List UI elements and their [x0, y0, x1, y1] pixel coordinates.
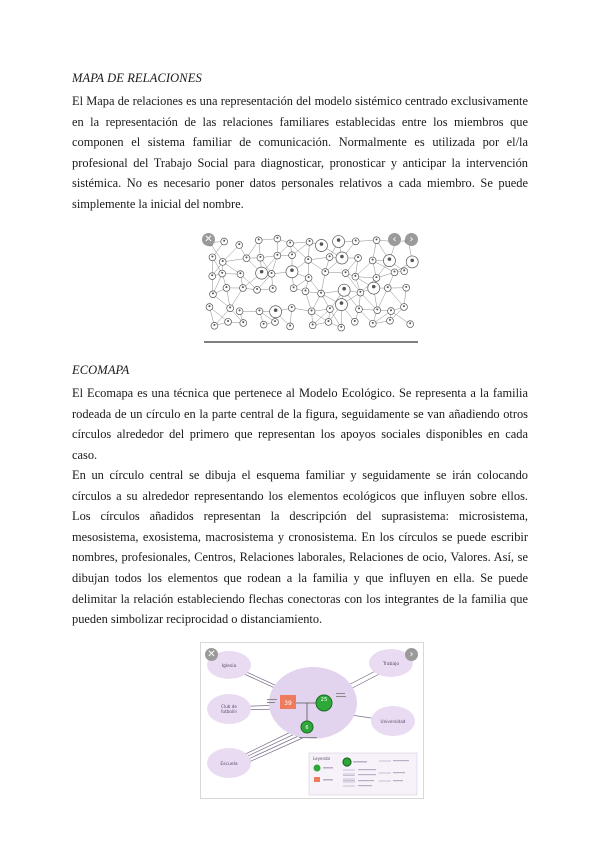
- person-icon: [324, 270, 326, 272]
- person-icon: [312, 323, 314, 325]
- person-icon: [354, 320, 356, 322]
- person-icon: [340, 326, 342, 328]
- person-icon: [276, 237, 278, 239]
- person-icon: [372, 322, 374, 324]
- person-icon: [213, 324, 215, 326]
- relations-network-figure[interactable]: [200, 230, 422, 344]
- person-icon: [320, 292, 322, 294]
- person-icon: [225, 286, 227, 288]
- person-icon: [271, 272, 273, 274]
- node-universidad-label: Universidad: [380, 719, 406, 724]
- node-trabajo-label: Trabajo: [382, 662, 400, 667]
- person-icon: [405, 286, 407, 288]
- person-icon: [345, 271, 347, 273]
- person-icon: [337, 238, 341, 242]
- person-icon: [256, 288, 258, 290]
- person-icon: [227, 320, 229, 322]
- person-icon: [259, 256, 261, 258]
- ecomap-figure[interactable]: [200, 642, 424, 799]
- person-icon: [258, 238, 260, 240]
- next-icon[interactable]: ›: [405, 648, 418, 661]
- person-icon: [311, 309, 313, 311]
- person-icon: [242, 286, 244, 288]
- father-age: 39: [284, 700, 292, 707]
- paragraph-ecomapa-2: En un círculo central se dibuja el esquema familiar y seguidamente se irán colocando círculos a su alrededor representando los elementos ecológicos que influyen sobre ellos. Los círculos añadidos representan la descripción del suprasistema: microsistema, mesosistema, exosistema, macrosistema y cronosistema. En los círculos se puede escribir nombres, profesionales, Centros, Relaciones laborales, Relaciones de ocio, Valores. Así, se dibujan todos los elementos que rodean a la familia y que influyen en ella. Se puede delimitar la relación estableciendo flechas conectoras con los integrantes de la familia que pueden simbolizar reciprocidad o distanciamiento.: [72, 468, 528, 627]
- person-icon: [274, 308, 278, 312]
- person-icon: [211, 255, 213, 257]
- legend-male-symbol: [314, 777, 320, 782]
- person-icon: [354, 275, 356, 277]
- person-icon: [221, 272, 223, 274]
- person-icon: [393, 270, 395, 272]
- person-icon: [211, 274, 213, 276]
- person-icon: [403, 305, 405, 307]
- person-icon: [309, 240, 311, 242]
- person-icon: [403, 269, 405, 271]
- mother-age: 25: [320, 697, 328, 703]
- close-icon[interactable]: ✕: [202, 233, 215, 246]
- person-icon: [327, 320, 329, 322]
- person-icon: [307, 258, 309, 260]
- person-icon: [329, 307, 331, 309]
- person-icon: [289, 242, 291, 244]
- legend-circle-symbol: [343, 758, 351, 766]
- node-club-label: Club de futbolín: [221, 704, 237, 714]
- person-icon: [389, 319, 391, 321]
- person-icon: [376, 308, 378, 310]
- person-icon: [293, 286, 295, 288]
- person-icon: [223, 240, 225, 242]
- person-icon: [239, 309, 241, 311]
- person-icon: [304, 289, 306, 291]
- person-icon: [372, 285, 376, 289]
- person-icon: [239, 272, 241, 274]
- person-icon: [290, 268, 294, 272]
- network-graph: [200, 230, 422, 344]
- previous-icon[interactable]: ‹: [388, 233, 401, 246]
- person-icon: [410, 259, 414, 263]
- person-icon: [291, 306, 293, 308]
- ecomap-diagram: [201, 643, 423, 798]
- person-icon: [340, 301, 344, 305]
- person-icon: [276, 254, 278, 256]
- paragraph-ecomapa-1: El Ecomapa es una técnica que pertenece al Modelo Ecológico. Se representa a la familia rodeada de un círculo en la parte central de la figura, seguidamente se van añadiendo otros círculos alrededor del primero que representan los apoyos sociales disponibles en cada caso.: [72, 386, 528, 462]
- node-iglesia-label: Iglesia: [221, 664, 237, 669]
- person-icon: [320, 242, 324, 246]
- child-age: 6: [305, 725, 309, 731]
- close-icon[interactable]: ✕: [205, 648, 218, 661]
- person-icon: [390, 309, 392, 311]
- person-icon: [355, 239, 357, 241]
- heading-mapa-relaciones: MAPA DE RELACIONES: [72, 71, 202, 85]
- node-escuela-label: Escuela: [220, 762, 238, 767]
- person-icon: [329, 255, 331, 257]
- person-icon: [263, 323, 265, 325]
- person-icon: [308, 276, 310, 278]
- legend-title: Leyenda: [313, 756, 330, 761]
- person-icon: [342, 287, 346, 291]
- person-icon: [260, 270, 264, 274]
- next-icon[interactable]: ›: [405, 233, 418, 246]
- person-icon: [387, 286, 389, 288]
- person-icon: [272, 287, 274, 289]
- person-icon: [375, 276, 377, 278]
- person-icon: [242, 321, 244, 323]
- person-icon: [376, 238, 378, 240]
- person-icon: [372, 259, 374, 261]
- person-icon: [245, 256, 247, 258]
- person-icon: [222, 260, 224, 262]
- person-icon: [359, 291, 361, 293]
- person-icon: [274, 320, 276, 322]
- person-icon: [291, 253, 293, 255]
- legend-female-symbol: [314, 765, 321, 772]
- person-icon: [258, 309, 260, 311]
- paragraph-mapa-relaciones: El Mapa de relaciones es una representación del modelo sistémico centrado exclusivamente en la representación de las relaciones familiares establecidas entre los miembros que componen el sistema familiar de comunicación. Normalmente es utilizada por el/la profesional del Trabajo Social para diagnosticar, pronosticar y anticipar la intervención sistémica. No es necesario poner datos personales relativos a cada miembro. Se puede simplemente la inicial del nombre.: [72, 94, 528, 211]
- person-icon: [409, 322, 411, 324]
- person-icon: [208, 305, 210, 307]
- person-icon: [340, 255, 344, 259]
- person-icon: [357, 256, 359, 258]
- person-icon: [289, 325, 291, 327]
- person-icon: [358, 307, 360, 309]
- heading-ecomapa: ECOMAPA: [72, 363, 130, 377]
- person-icon: [388, 257, 392, 261]
- person-icon: [238, 243, 240, 245]
- person-icon: [212, 292, 214, 294]
- person-icon: [229, 306, 231, 308]
